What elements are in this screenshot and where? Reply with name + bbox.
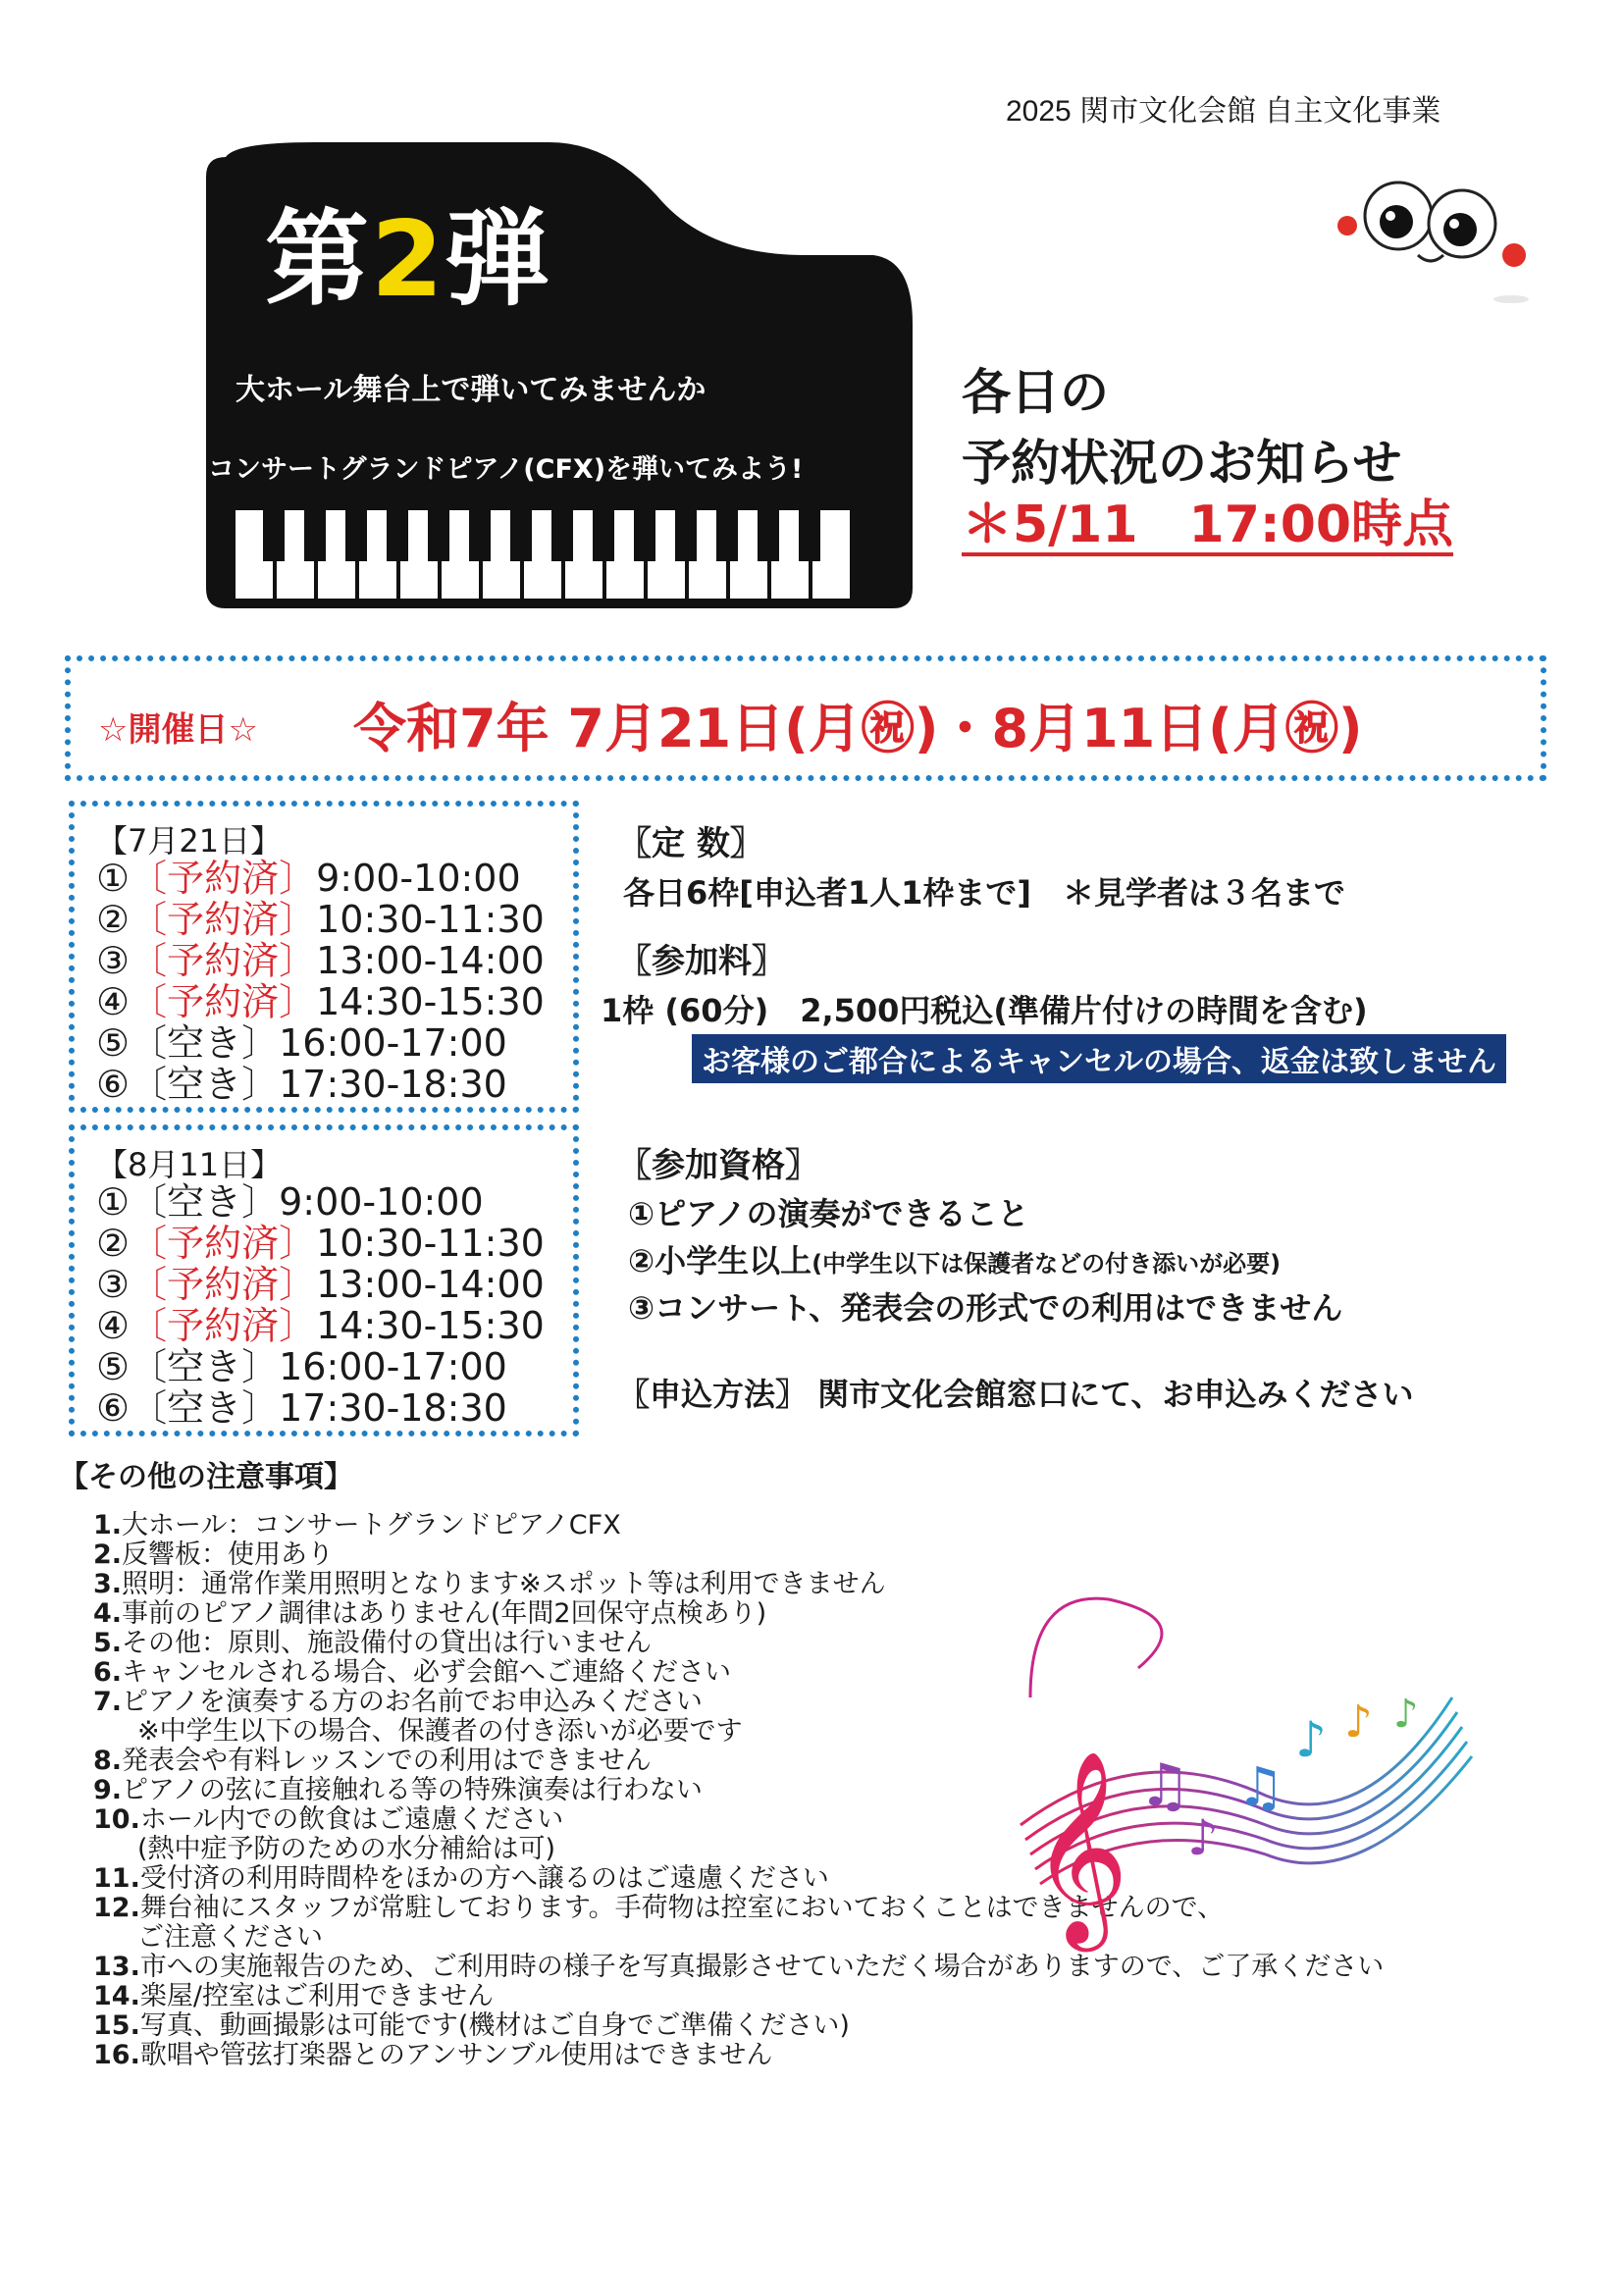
event-date-label: ☆開催日☆ xyxy=(98,710,258,750)
day2-slot-list xyxy=(96,1181,545,1429)
list-item: ②〔予約済〕10:30-11:30 xyxy=(96,1222,545,1265)
list-item: ※中学生以下の場合、保護者の付き添いが必要です xyxy=(137,1716,743,1747)
piano-black-key xyxy=(758,510,779,561)
list-item: 13.市への実施報告のため、ご利用時の様子を写真撮影させていただく場合がありますので、ご了承ください xyxy=(93,1952,1385,1982)
qualification-item-1: ①ピアノの演奏ができること xyxy=(628,1195,1029,1232)
list-item: 5.その他：原則、施設備付の貸出は行いません xyxy=(93,1628,653,1658)
organizer-text: 2025 関市文化会館 自主文化事業 xyxy=(1006,95,1441,128)
piano-black-key xyxy=(510,510,532,561)
piano-black-key xyxy=(263,510,285,561)
svg-text:𝄞: 𝄞 xyxy=(1030,1749,1129,1944)
list-item: ⑤〔空き〕16:00-17:00 xyxy=(96,1345,507,1388)
notice-line-2: 予約状況のお知らせ xyxy=(962,435,1402,492)
fee-heading: 〖参加料〗 xyxy=(618,942,785,981)
piano-black-key xyxy=(593,510,614,561)
list-item: 14.楽屋/控室はご利用できません xyxy=(93,1981,494,2011)
list-item: (熱中症予防のための水分補給は可) xyxy=(137,1834,556,1864)
svg-text:♫: ♫ xyxy=(1236,1755,1285,1818)
piano-black-key xyxy=(428,510,449,561)
list-item: 7.ピアノを演奏する方のお名前でお申込みください xyxy=(93,1687,703,1717)
apply-method: 〖申込方法〗 関市文化会館窓口にて、お申込みください xyxy=(618,1376,1414,1413)
event-date-text: 令和7年 7月21日(月㊗)・8月11日(月㊗) xyxy=(353,698,1363,759)
list-item: 6.キャンセルされる場合、必ず会館へご連絡ください xyxy=(93,1657,732,1688)
list-item: 15.写真、動画撮影は可能です(機材はご自身でご準備ください) xyxy=(93,2010,850,2041)
day2-title: 【8月11日】 xyxy=(96,1146,283,1183)
list-item: ご注意ください xyxy=(137,1922,323,1953)
day1-schedule-box xyxy=(69,801,579,1113)
piano-black-key xyxy=(716,510,738,561)
list-item: 1.大ホール：コンサートグランドピアノCFX xyxy=(93,1510,621,1540)
list-item: ④〔予約済〕14:30-15:30 xyxy=(96,980,545,1023)
svg-text:♪: ♪ xyxy=(1393,1692,1419,1737)
music-notes-icon xyxy=(991,1580,1482,1996)
svg-text:♪: ♪ xyxy=(1344,1696,1373,1748)
notice-timestamp: ＊5/11 17:00時点 xyxy=(962,496,1454,554)
piano-black-key xyxy=(387,510,408,561)
list-item: ⑤〔空き〕16:00-17:00 xyxy=(96,1021,507,1065)
list-item: 9.ピアノの弦に直接触れる等の特殊演奏は行わない xyxy=(93,1775,703,1805)
list-item: ⑥〔空き〕17:30-18:30 xyxy=(96,1386,507,1430)
piano-black-key xyxy=(345,510,367,561)
svg-text:♪: ♪ xyxy=(1187,1809,1219,1866)
list-item: ③〔予約済〕13:00-14:00 xyxy=(96,1263,545,1306)
list-item: 10.ホール内での飲食はご遠慮ください xyxy=(93,1804,564,1835)
list-item: ③〔予約済〕13:00-14:00 xyxy=(96,939,545,982)
list-item: 12.舞台袖にスタッフが常駐しております。手荷物は控室においておくことはできませんので、 xyxy=(93,1893,1225,1923)
banner-subtitle-2: コンサートグランドピアノ(CFX)を弾いてみよう! xyxy=(208,454,804,485)
list-item: ②〔予約済〕10:30-11:30 xyxy=(96,898,545,941)
day1-title: 【7月21日】 xyxy=(96,822,283,860)
list-item: ①〔空き〕9:00-10:00 xyxy=(96,1180,484,1224)
installment-title: 第2弾 xyxy=(265,199,551,320)
capacity-text: 各日6枠[申込者1人1枠まで] ＊見学者は３名まで xyxy=(623,874,1346,912)
notice-line-1: 各日の xyxy=(962,364,1109,421)
list-item: 11.受付済の利用時間枠をほかの方へ譲るのはご遠慮ください xyxy=(93,1863,829,1894)
list-item: 8.発表会や有料レッスンでの利用はできません xyxy=(93,1746,652,1776)
capacity-heading: 〖定 数〗 xyxy=(618,824,763,863)
list-item: 4.事前のピアノ調律はありません(年間2回保守点検あり) xyxy=(93,1598,767,1629)
qualification-item-2: ②小学生以上(中学生以下は保護者などの付き添いが必要) xyxy=(628,1242,1282,1279)
list-item: 3.照明：通常作業用照明となります※スポット等は利用できません xyxy=(93,1569,886,1599)
list-item: ④〔予約済〕14:30-15:30 xyxy=(96,1304,545,1347)
list-item: ⑥〔空き〕17:30-18:30 xyxy=(96,1063,507,1106)
list-item: 16.歌唱や管弦打楽器とのアンサンブル使用はできません xyxy=(93,2040,773,2070)
cancel-policy-banner: お客様のご都合によるキャンセルの場合、返金は致しません xyxy=(692,1034,1506,1083)
qualification-item-3: ③コンサート、発表会の形式での利用はできません xyxy=(628,1289,1343,1327)
piano-black-key xyxy=(634,510,655,561)
day2-schedule-box xyxy=(69,1124,579,1436)
banner-subtitle-1: 大ホール舞台上で弾いてみませんか xyxy=(236,373,707,407)
piano-black-key xyxy=(551,510,573,561)
piano-black-key xyxy=(799,510,820,561)
list-item: 2.反響板：使用あり xyxy=(93,1539,335,1570)
fee-text: 1枠 (60分) 2,500円税込(準備片付けの時間を含む) xyxy=(601,992,1368,1029)
piano-black-key xyxy=(675,510,697,561)
piano-black-key xyxy=(304,510,326,561)
list-item: ①〔予約済〕9:00-10:00 xyxy=(96,857,521,900)
svg-text:♫: ♫ xyxy=(1138,1751,1191,1820)
notes-title: 【その他の注意事項】 xyxy=(59,1460,353,1494)
svg-text:♪: ♪ xyxy=(1295,1711,1327,1768)
eyes-mascot-icon xyxy=(1330,177,1536,308)
piano-black-key xyxy=(469,510,491,561)
qualification-heading: 〖参加資格〗 xyxy=(618,1146,818,1185)
day1-slot-list xyxy=(96,858,545,1105)
